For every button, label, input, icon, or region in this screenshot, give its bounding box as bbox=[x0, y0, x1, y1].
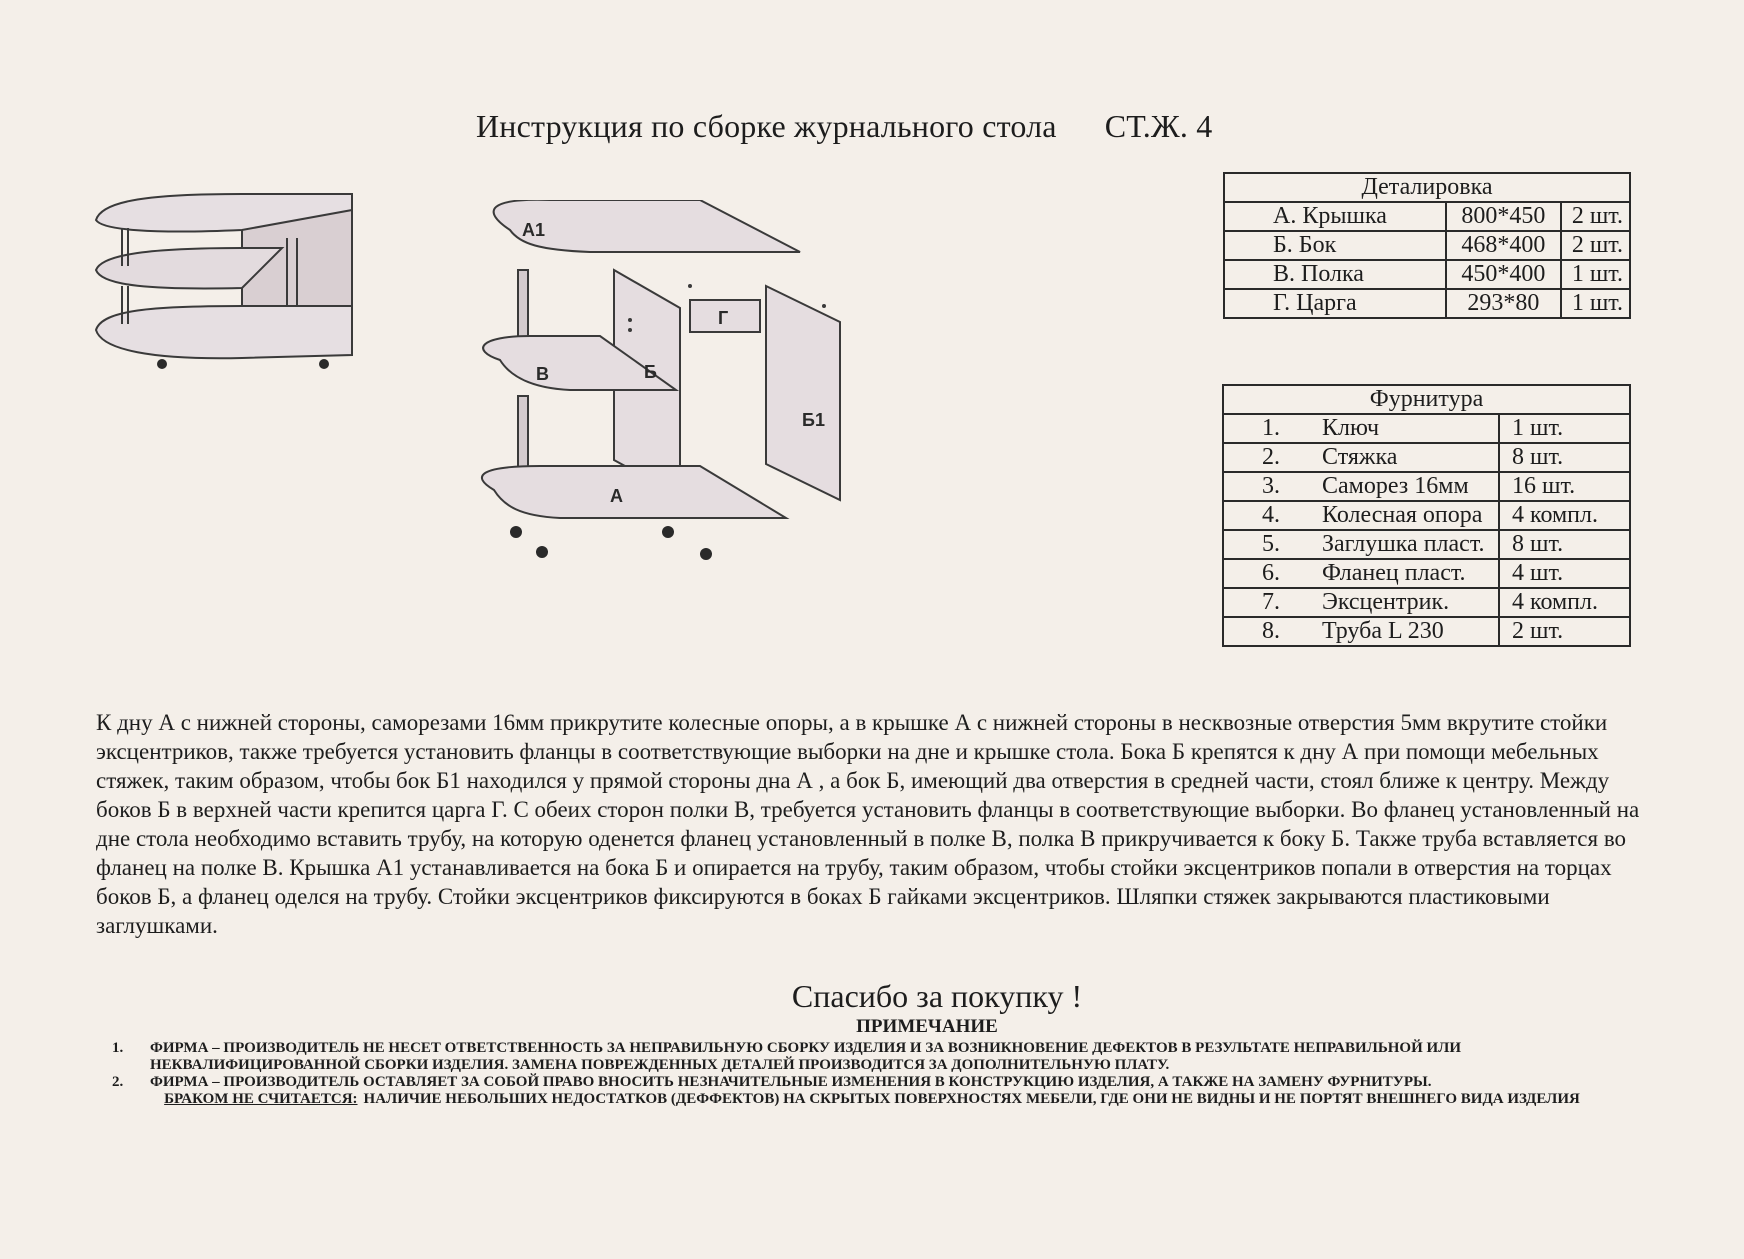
detail-size: 800*450 bbox=[1446, 202, 1561, 231]
hardware-qty: 4 компл. bbox=[1499, 588, 1630, 617]
hardware-item bbox=[1223, 472, 1499, 501]
note-item bbox=[112, 1074, 1632, 1091]
assembled-table-drawing bbox=[92, 190, 372, 420]
detail-name: А. Крышка bbox=[1224, 202, 1446, 231]
table-row bbox=[1223, 472, 1630, 501]
defect-text: НАЛИЧИЕ НЕБОЛЬШИХ НЕДОСТАТКОВ (ДЕФФЕКТОВ) НА СКРЫТЫХ ПОВЕРХНОСТЯХ МЕБЕЛИ, ГДЕ ОНИ НЕ ВИДНЫ И НЕ ПОРТЯТ ВНЕШНЕГО ВИДА ИЗДЕЛИЯ bbox=[363, 1091, 1580, 1107]
label-side-b1: Б1 bbox=[802, 410, 825, 430]
hardware-num: 8. bbox=[1262, 618, 1280, 644]
hardware-num: 4. bbox=[1262, 502, 1280, 528]
hardware-num: 2. bbox=[1262, 444, 1280, 470]
hardware-qty: 2 шт. bbox=[1499, 617, 1630, 646]
detail-name: Г. Царга bbox=[1224, 289, 1446, 318]
detail-size: 450*400 bbox=[1446, 260, 1561, 289]
details-table bbox=[1223, 172, 1631, 319]
label-bottom-a: А bbox=[610, 486, 623, 506]
hardware-item bbox=[1223, 588, 1499, 617]
hardware-item bbox=[1223, 530, 1499, 559]
hardware-num: 6. bbox=[1262, 560, 1280, 586]
hardware-name: Ключ bbox=[1322, 415, 1380, 441]
hardware-table bbox=[1222, 384, 1631, 647]
hardware-heading: Фурнитура bbox=[1223, 385, 1630, 414]
hardware-item bbox=[1223, 617, 1499, 646]
table-row bbox=[1223, 617, 1630, 646]
details-table-header bbox=[1224, 173, 1630, 202]
hardware-qty: 8 шт. bbox=[1499, 443, 1630, 472]
hardware-name: Заглушка пласт. bbox=[1322, 531, 1485, 557]
model-code: СТ.Ж. 4 bbox=[1104, 108, 1213, 144]
hardware-name: Саморез 16мм bbox=[1322, 473, 1469, 499]
detail-size: 293*80 bbox=[1446, 289, 1561, 318]
hardware-item bbox=[1223, 559, 1499, 588]
table-row bbox=[1223, 588, 1630, 617]
hardware-qty: 4 шт. bbox=[1499, 559, 1630, 588]
title-text: Инструкция по сборке журнального стола bbox=[476, 108, 1057, 144]
table-row bbox=[1223, 530, 1630, 559]
note-text: ФИРМА – ПРОИЗВОДИТЕЛЬ НЕ НЕСЕТ ОТВЕТСТВЕННОСТЬ ЗА НЕПРАВИЛЬНУЮ СБОРКУ ИЗДЕЛИЯ И ЗА ВОЗНИКНОВЕНИЕ ДЕФЕКТОВ В РЕЗУЛЬТАТЕ НЕПРАВИЛЬНОЙ ИЛИ НЕКВАЛИФИЦИРОВАННОЙ СБОРКИ ИЗДЕЛИЯ. ЗАМЕНА ПОВРЕЖДЕННЫХ ДЕТАЛЕЙ ПРОИЗВОДИТСЯ ЗА ДОПОЛНИТЕЛЬНУЮ ПЛАТУ. bbox=[150, 1040, 1462, 1073]
table-row bbox=[1223, 414, 1630, 443]
table-row bbox=[1223, 443, 1630, 472]
detail-qty: 1 шт. bbox=[1561, 260, 1630, 289]
detail-qty: 2 шт. bbox=[1561, 202, 1630, 231]
page-title bbox=[476, 108, 1212, 145]
defect-note bbox=[112, 1091, 1632, 1108]
hardware-qty: 8 шт. bbox=[1499, 530, 1630, 559]
hardware-num: 5. bbox=[1262, 531, 1280, 557]
label-top-a1: А1 bbox=[522, 220, 546, 240]
hardware-num: 1. bbox=[1262, 415, 1280, 441]
detail-size: 468*400 bbox=[1446, 231, 1561, 260]
hardware-name: Труба L 230 bbox=[1322, 618, 1444, 644]
thanks-message: Спасибо за покупку ! bbox=[791, 978, 1083, 1014]
hardware-table-header bbox=[1223, 385, 1630, 414]
note-num: 1. bbox=[112, 1040, 124, 1056]
notes-list bbox=[112, 1040, 1632, 1108]
assembly-instructions: К дну А с нижней стороны, саморезами 16мм прикрутите колесные опоры, а в крышке А с нижней стороны в несквозные отверстия 5мм вкрутите стойки эксцентриков, также требуется установить фланцы в соответствующие выборки на дне и крышке стола. Бока Б крепятся к дну А при помощи мебельных стяжек, таким образом, чтобы бок Б1 находился у прямой стороны дна А , а бок Б, имеющий два отверстия в средней части, стоял ближе к центру. Между боков Б в верхней части крепится царга Г. С обеих сторон полки В, требуется установить фланцы в соответствующие выборки. Во фланец установленный на дне стола необходимо вставить трубу, на которую оденется фланец установленный в полке В, полка В прикручивается к боку Б. Также труба вставляется во фланец на полке В. Крышка А1 устанавливается на бока Б и опирается на трубу, таким образом, чтобы стойки эксцентриков попали в отверстия на торцах боков Б, а фланец оделся на трубу. Стойки эксцентриков фиксируются в боках Б гайками эксцентриков. Шляпки стяжек закрываются пластиковыми заглушками. bbox=[96, 710, 1640, 938]
hardware-num: 3. bbox=[1262, 473, 1280, 499]
detail-name: В. Полка bbox=[1224, 260, 1446, 289]
table-row bbox=[1223, 559, 1630, 588]
table-row bbox=[1223, 501, 1630, 530]
hardware-item bbox=[1223, 414, 1499, 443]
note-text: ФИРМА – ПРОИЗВОДИТЕЛЬ ОСТАВЛЯЕТ ЗА СОБОЙ ПРАВО ВНОСИТЬ НЕЗНАЧИТЕЛЬНЫЕ ИЗМЕНЕНИЯ В КОНСТРУКЦИЮ ИЗДЕЛИЯ, А ТАКЖЕ НА ЗАМЕНУ ФУРНИТУРЫ. bbox=[150, 1074, 1432, 1090]
defect-label: БРАКОМ НЕ СЧИТАЕТСЯ: bbox=[164, 1091, 358, 1107]
hardware-name: Фланец пласт. bbox=[1322, 560, 1466, 586]
label-side-b: Б bbox=[644, 362, 657, 382]
hardware-qty: 4 компл. bbox=[1499, 501, 1630, 530]
note-heading: ПРИМЕЧАНИЕ bbox=[856, 1016, 998, 1037]
label-rail-g: Г bbox=[718, 308, 729, 328]
table-row bbox=[1224, 231, 1630, 260]
hardware-name: Стяжка bbox=[1322, 444, 1398, 470]
note-item bbox=[112, 1040, 1632, 1074]
detail-name: Б. Бок bbox=[1224, 231, 1446, 260]
hardware-name: Колесная опора bbox=[1322, 502, 1483, 528]
hardware-qty: 16 шт. bbox=[1499, 472, 1630, 501]
hardware-item bbox=[1223, 501, 1499, 530]
hardware-item bbox=[1223, 443, 1499, 472]
label-shelf-v: В bbox=[536, 364, 549, 384]
details-heading: Деталировка bbox=[1224, 173, 1630, 202]
table-row bbox=[1224, 260, 1630, 289]
hardware-name: Эксцентрик. bbox=[1322, 589, 1450, 615]
note-num: 2. bbox=[112, 1074, 124, 1090]
detail-qty: 1 шт. bbox=[1561, 289, 1630, 318]
detail-qty: 2 шт. bbox=[1561, 231, 1630, 260]
hardware-num: 7. bbox=[1262, 589, 1280, 615]
table-row bbox=[1224, 202, 1630, 231]
exploded-view-drawing bbox=[470, 200, 890, 620]
table-row bbox=[1224, 289, 1630, 318]
hardware-qty: 1 шт. bbox=[1499, 414, 1630, 443]
